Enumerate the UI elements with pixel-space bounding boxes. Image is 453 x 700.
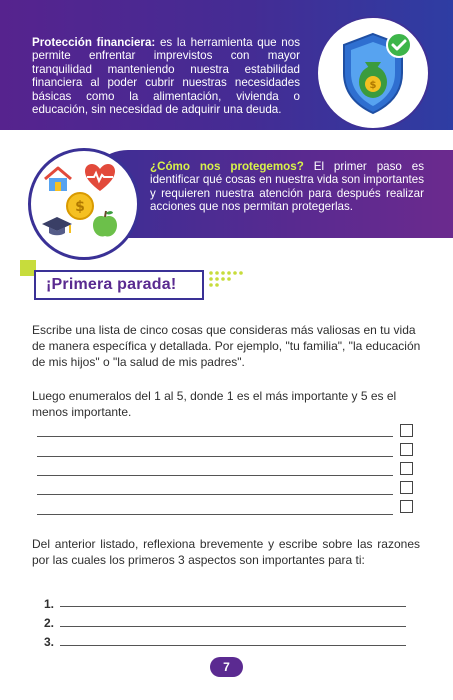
rank-box-2[interactable] — [400, 443, 413, 456]
graduation-cap-icon — [41, 213, 73, 239]
apple-icon — [91, 209, 119, 239]
list-line-5[interactable] — [37, 514, 393, 515]
protection-definition: es la herramienta que nos permite enfrentar imprevistos con mayor tranquilidad manteniendo nuestra estabilidad financiera al poder cubrir nuestras necesidades básicas como la alimentación, vivienda o educación, sin necesidad de adquirir una deuda. — [32, 36, 300, 117]
rank-box-1[interactable] — [400, 424, 413, 437]
protection-term: Protección financiera: — [32, 36, 156, 49]
numbered-label-1: 1. — [44, 597, 55, 611]
instruction-paragraph-2: Luego enumeralos del 1 al 5, donde 1 es el más importante y 5 es el menos importante. — [32, 389, 397, 419]
list-line-1[interactable] — [37, 436, 393, 437]
question-text — [150, 160, 424, 214]
dot-grid-decoration — [208, 270, 248, 290]
numbered-label-3: 3. — [44, 635, 55, 649]
page-number: 7 — [210, 657, 243, 677]
instruction-paragraph-1: Escribe una lista de cinco cosas que consideras más valiosas en tu vida de manera específica y detallada. Por ejemplo, "tu familia", "la educación de mis hijos" o "la salud de mis padres". — [32, 323, 421, 369]
heart-pulse-icon — [83, 163, 117, 193]
section-title: ¡Primera parada! — [46, 276, 177, 293]
protection-badge — [318, 18, 428, 128]
rank-box-4[interactable] — [400, 481, 413, 494]
rank-box-3[interactable] — [400, 462, 413, 475]
check-icon — [386, 32, 412, 58]
protection-text — [32, 36, 300, 116]
question-body: El primer paso es identificar qué cosas en nuestra vida son importantes y requieren nuestra atención para después realizar acciones que nos permitan protegerlas. — [150, 160, 424, 214]
numbered-line-3[interactable] — [60, 645, 406, 646]
question-heading: ¿Cómo nos protegemos? — [150, 160, 304, 173]
needs-badge — [28, 148, 140, 260]
list-line-2[interactable] — [37, 456, 393, 457]
numbered-line-1[interactable] — [60, 606, 406, 607]
rank-box-5[interactable] — [400, 500, 413, 513]
svg-text:$: $ — [369, 80, 377, 91]
list-line-3[interactable] — [37, 475, 393, 476]
svg-text:$: $ — [75, 199, 85, 215]
list-line-4[interactable] — [37, 494, 393, 495]
numbered-label-2: 2. — [44, 616, 55, 630]
instruction-paragraph-3: Del anterior listado, reflexiona brevemente y escribe sobre las razones por las cuales los primeros 3 aspectos son importantes para ti: — [32, 537, 420, 567]
house-icon — [43, 165, 73, 193]
numbered-line-2[interactable] — [60, 626, 406, 627]
